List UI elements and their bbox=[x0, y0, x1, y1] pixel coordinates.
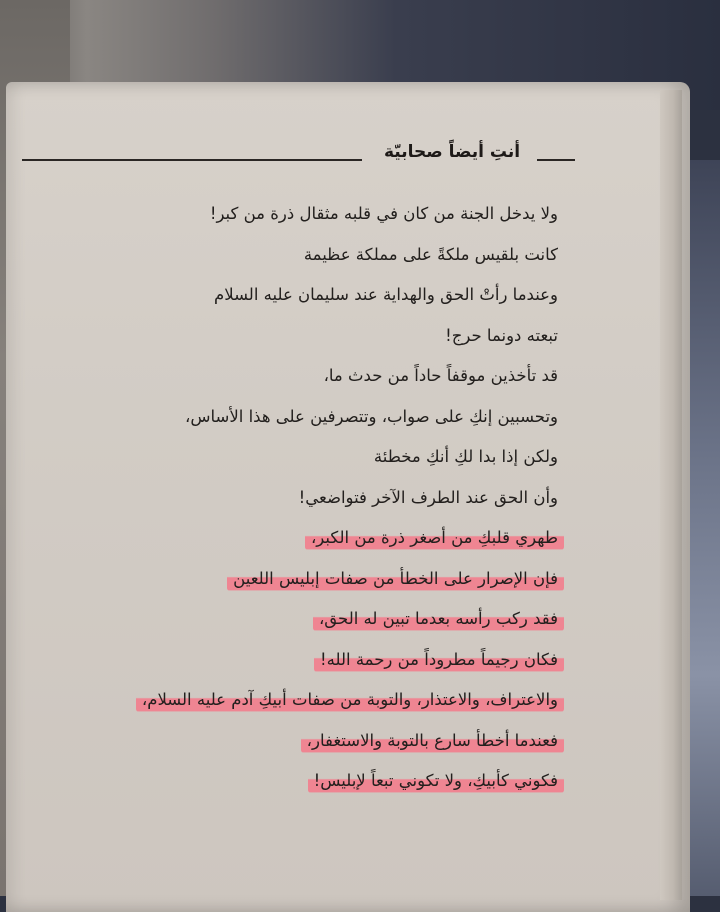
line-text: فقد ركب رأسه بعدما تبين له الحق، bbox=[313, 607, 564, 631]
line-text: فكوني كأبيكِ، ولا تكوني تبعاً لإبليس! bbox=[308, 769, 564, 793]
header-title: أنتِ أيضاً صحابيّة bbox=[383, 142, 521, 162]
page-text bbox=[30, 202, 564, 810]
line-text: وأن الحق عند الطرف الآخر فتواضعي! bbox=[298, 487, 558, 507]
text-line bbox=[30, 243, 564, 284]
header-rule bbox=[22, 159, 362, 161]
header-dash bbox=[537, 159, 575, 161]
highlighted-text-line bbox=[30, 688, 564, 729]
line-text: فكان رجيماً مطروداً من رحمة الله! bbox=[314, 648, 564, 672]
highlighted-text-line bbox=[30, 769, 564, 810]
text-line bbox=[30, 405, 564, 446]
text-line bbox=[30, 445, 564, 486]
page-edge bbox=[660, 90, 682, 900]
line-text: فعندما أخطأ سارع بالتوبة والاستغفار، bbox=[301, 729, 564, 753]
line-text: ولكن إذا بدا لكِ أنكِ مخطئة bbox=[373, 447, 558, 466]
highlighted-text-line bbox=[30, 607, 564, 648]
line-text: ولا يدخل الجنة من كان في قلبه مثقال ذرة من كبر! bbox=[209, 204, 558, 223]
text-line bbox=[30, 283, 564, 324]
highlighted-text-line bbox=[30, 648, 564, 689]
text-line bbox=[30, 486, 564, 527]
text-line bbox=[30, 202, 564, 243]
page-header bbox=[22, 142, 577, 172]
line-text: فإن الإصرار على الخطأ من صفات إبليس اللعين bbox=[227, 567, 564, 591]
line-text: كانت بلقيس ملكةً على مملكة عظيمة bbox=[303, 244, 558, 264]
line-text: والاعتراف، والاعتذار، والتوبة من صفات أبيكِ آدم عليه السلام، bbox=[136, 688, 564, 712]
line-text: قد تأخذين موقفاً حاداً من حدث ما، bbox=[323, 366, 558, 385]
line-text: وتحسبين إنكِ على صواب، وتتصرفين على هذا الأساس، bbox=[185, 406, 558, 426]
line-text: وعندما رأتْ الحق والهداية عند سليمان عليه السلام bbox=[214, 285, 558, 304]
highlighted-text-line bbox=[30, 526, 564, 567]
line-text: تبعته دونما حرج! bbox=[445, 325, 558, 345]
highlighted-text-line bbox=[30, 567, 564, 608]
highlighted-text-line bbox=[30, 729, 564, 770]
text-line bbox=[30, 364, 564, 405]
text-line bbox=[30, 324, 564, 365]
line-text: طهري قلبكِ من أصغر ذرة من الكبر، bbox=[305, 526, 564, 550]
